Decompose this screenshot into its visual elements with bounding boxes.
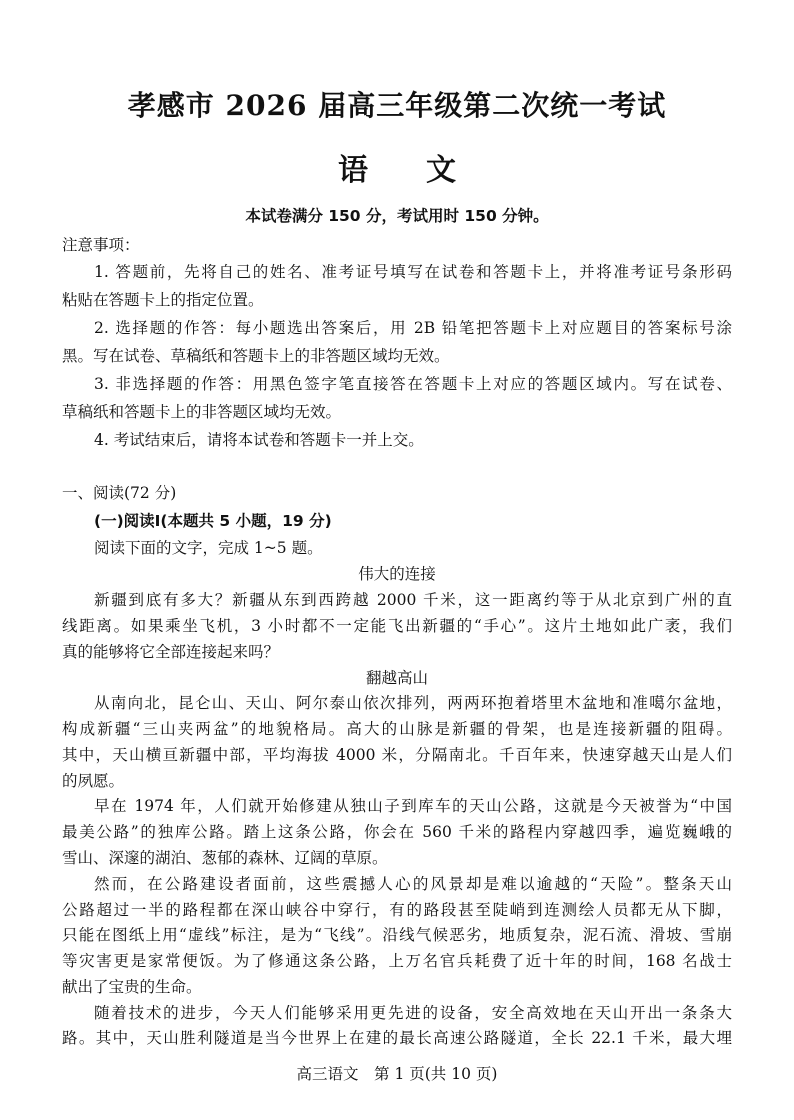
text-line: 其中，天山横亘新疆中部，平均海拔 4000 米，分隔南北。千百年来，快速穿越天山是人们 [62, 746, 732, 764]
text-line: 4. 考试结束后，请将本试卷和答题卡一并上交。 [94, 431, 424, 449]
heading-line: 翻越高山 [365, 669, 428, 687]
text-line: 随着技术的进步，今天人们能够采用更先进的设备，安全高效地在天山开出一条条大 [94, 1004, 732, 1022]
text-line: 3. 非选择题的作答：用黑色签字笔直接答在答题卡上对应的答题区域内。写在试卷、 [94, 375, 732, 393]
text-line: 从南向北，昆仑山、天山、阿尔泰山依次排列，两两环抱着塔里木盆地和准噶尔盆地， [94, 694, 732, 712]
text-line: 构成新疆“三山夹两盆”的地貌格局。高大的山脉是新疆的骨架，也是连接新疆的阻碍。 [62, 720, 732, 738]
text-line: (一)阅读Ⅰ(本题共 5 小题，19 分) [94, 512, 332, 530]
text-line: 线距离。如果乘坐飞机，3 小时都不一定能飞出新疆的“手心”。这片土地如此广袤，我们 [62, 617, 732, 635]
text-line: 注意事项： [62, 236, 140, 254]
text-line: 早在 1974 年，人们就开始修建从独山子到库车的天山公路，这就是今天被誉为“中国 [94, 797, 732, 815]
heading-line: 本试卷满分 150 分，考试用时 150 分钟。 [245, 207, 549, 225]
text-line: 真的能够将它全部连接起来吗？ [62, 643, 280, 661]
text-line: 最美公路”的独库公路。踏上这条公路，你会在 560 千米的路程内穿越四季，遍览巍峨的 [62, 823, 732, 841]
text-line: 粘贴在答题卡上的指定位置。 [62, 291, 264, 309]
text-line: 只能在图纸上用“虚线”标注，是为“飞线”。沿线气候恶劣，地质复杂，泥石流、滑坡、雪崩 [62, 926, 732, 944]
text-line: 黑。写在试卷、草稿纸和答题卡上的非答题区域均无效。 [62, 347, 450, 365]
text-line: 一、阅读(72 分) [62, 484, 177, 502]
text-line: 路。其中，天山胜利隧道是当今世界上在建的最长高速公路隧道，全长 22.1 千米，最大埋 [62, 1029, 732, 1047]
text-line: 2. 选择题的作答：每小题选出答案后，用 2B 铅笔把答题卡上对应题目的答案标号涂 [94, 319, 732, 337]
page-footer: 高三语文 第 1 页(共 10 页) [296, 1065, 498, 1083]
text-line: 等灾害更是家常便饭。为了修通这条公路，上万名官兵耗费了近十年的时间，168 名战士 [62, 952, 732, 970]
text-line: 1. 答题前，先将自己的姓名、准考证号填写在试卷和答题卡上，并将准考证号条形码 [94, 263, 732, 281]
text-line: 公路超过一半的路程都在深山峡谷中穿行，有的路段甚至陡峭到连测绘人员都无从下脚， [62, 901, 732, 919]
text-line: 然而，在公路建设者面前，这些震撼人心的风景却是难以逾越的“天险”。整条天山 [94, 875, 732, 893]
text-line: 雪山、深邃的湖泊、葱郁的森林、辽阔的草原。 [62, 849, 388, 867]
text-line: 新疆到底有多大？新疆从东到西跨越 2000 千米，这一距离约等于从北京到广州的直 [94, 591, 732, 609]
text-line: 阅读下面的文字，完成 1~5 题。 [94, 539, 323, 557]
heading-line: 伟大的连接 [358, 565, 436, 583]
subject-title: 语文 [338, 153, 514, 188]
text-line: 草稿纸和答题卡上的非答题区域均无效。 [62, 403, 342, 421]
text-line: 的夙愿。 [62, 772, 125, 790]
exam-title: 孝感市 2026 届高三年级第二次统一考试 [127, 89, 667, 122]
text-line: 献出了宝贵的生命。 [62, 978, 202, 996]
